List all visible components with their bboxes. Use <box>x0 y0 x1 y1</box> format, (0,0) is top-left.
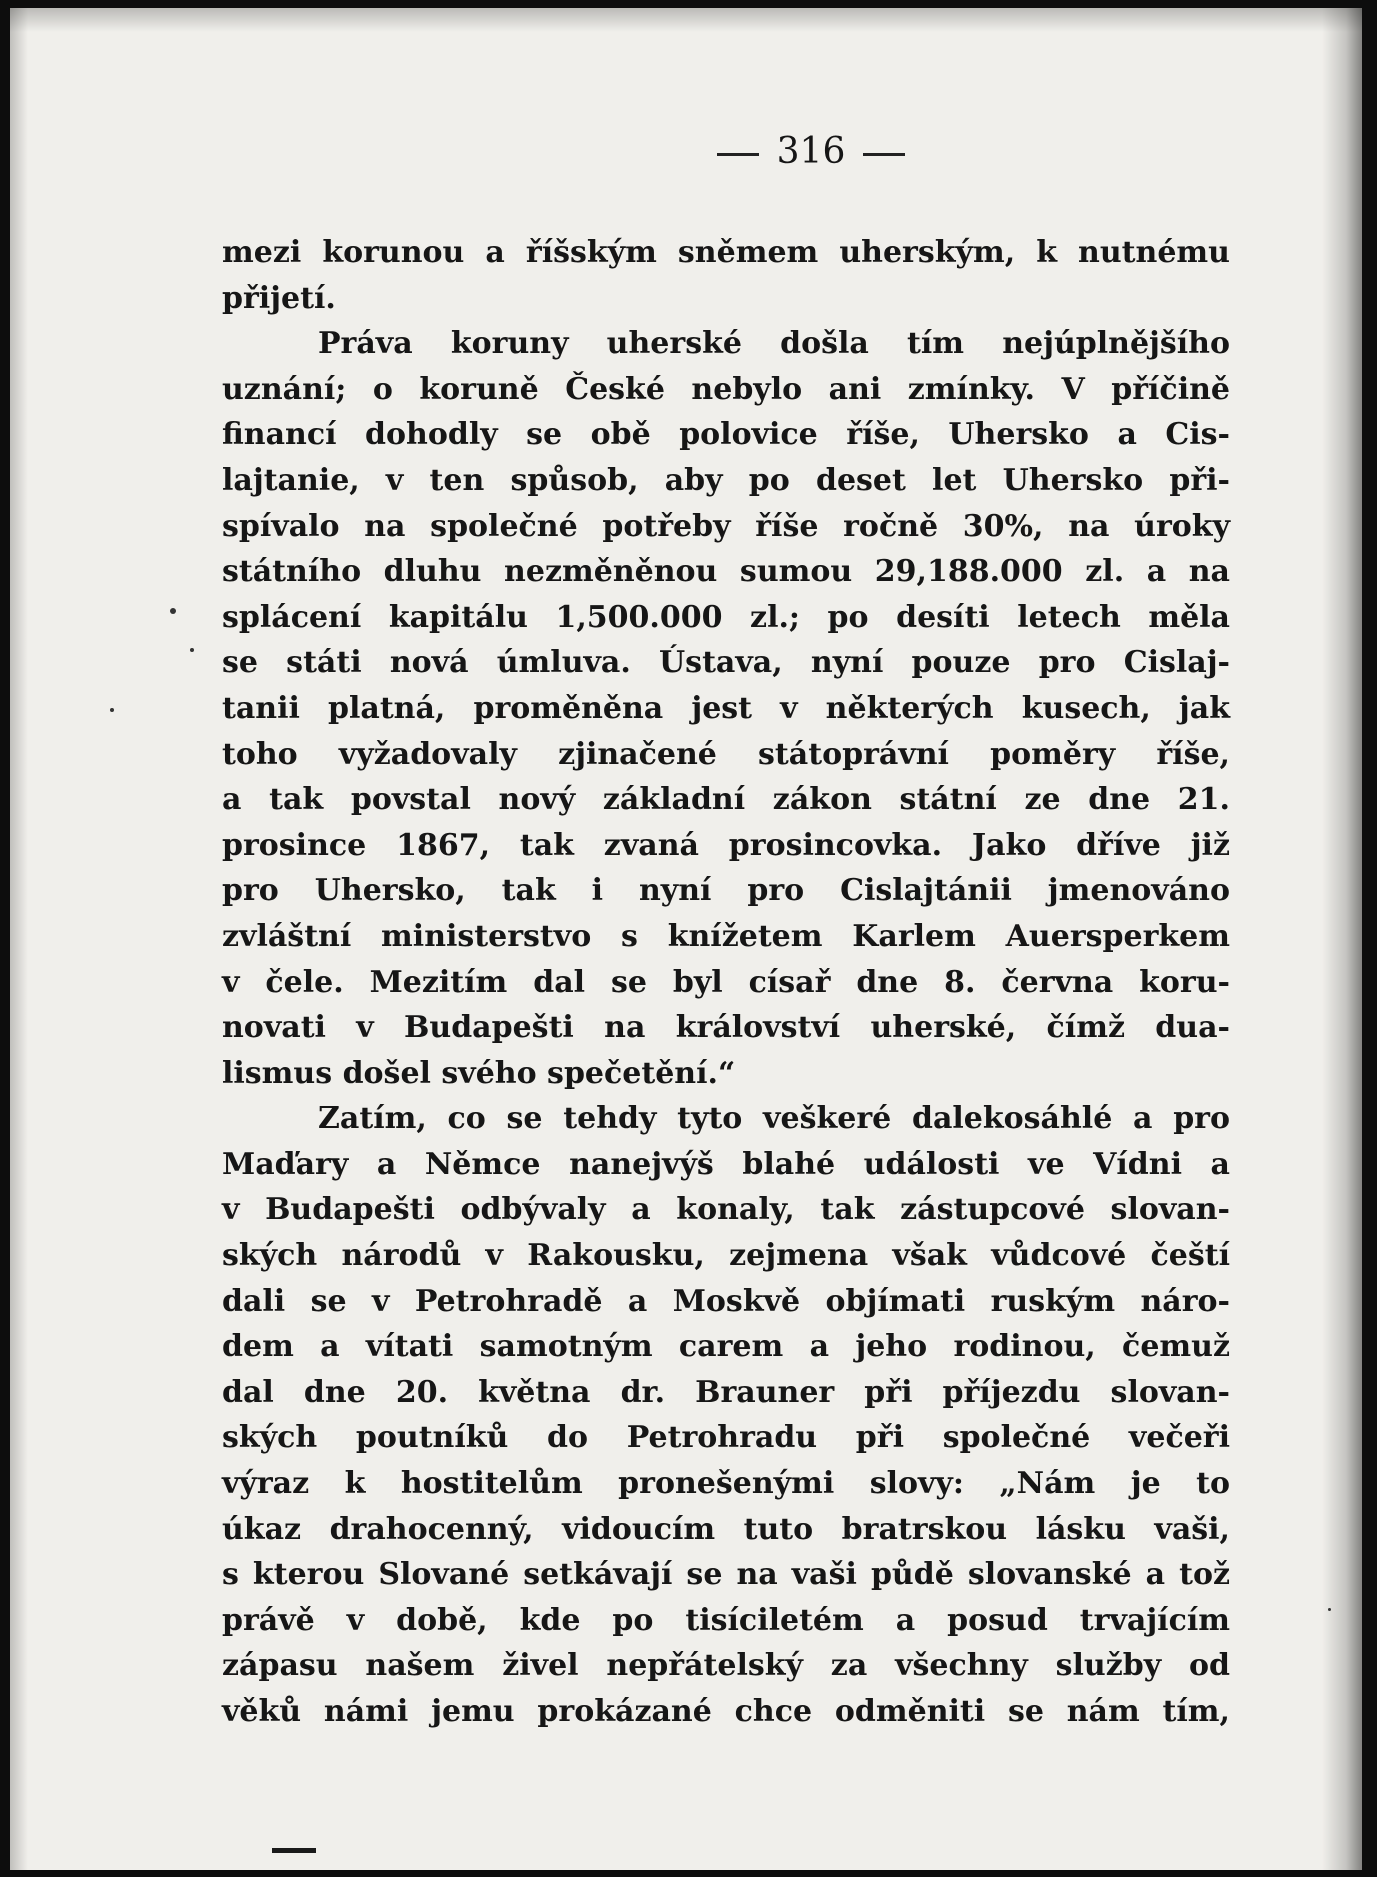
page-number <box>10 130 1362 174</box>
text-line: výraz k hostitelům pronešenými slovy: „Nám je to <box>222 1466 1230 1502</box>
text-line: dali se v Petrohradě a Moskvě objímati ruským náro- <box>222 1283 1230 1319</box>
ink-speck <box>1328 1608 1331 1611</box>
page-shadow-top <box>10 8 1362 32</box>
dash-right <box>863 153 905 156</box>
text-line: ských národů v Rakousku, zejmena však vůdcové čeští <box>222 1238 1230 1274</box>
text-line: spívalo na společné potřeby říše ročně 30%, na úroky <box>222 508 1230 544</box>
text-line: uznání; o koruně České nebylo ani zmínky. V příčině <box>222 371 1230 407</box>
text-line: Zatím, co se tehdy tyto veškeré dalekosáhlé a pro <box>318 1101 1230 1137</box>
text-line: toho vyžadovaly zjinačené státoprávní poměry říše, <box>222 736 1230 772</box>
text-line: pro Uhersko, tak i nyní pro Cislajtánii jmenováno <box>222 873 1230 909</box>
text-line: lismus došel svého spečetění.“ <box>222 1055 736 1091</box>
text-line: s kterou Slované setkávají se na vaši půdě slovanské a tož <box>222 1557 1230 1593</box>
body-text <box>222 230 1230 1735</box>
text-line: zvláštní ministerstvo s knížetem Karlem Auersperkem <box>222 918 1230 954</box>
text-line: se státi nová úmluva. Ústava, nyní pouze pro Cislaj- <box>222 645 1230 681</box>
text-line: dem a vítati samotným carem a jeho rodinou, čemuž <box>222 1329 1230 1365</box>
text-line: státního dluhu nezměněnou sumou 29,188.000 zl. a na <box>222 554 1230 590</box>
text-line: prosince 1867, tak zvaná prosincovka. Jako dříve již <box>222 827 1230 863</box>
dash-left <box>717 153 759 156</box>
text-line: Práva koruny uherské došla tím nejúplnějšího <box>318 326 1230 362</box>
page-shadow-left <box>10 8 28 1870</box>
text-line: novati v Budapešti na království uherské, čímž dua- <box>222 1010 1230 1046</box>
page-shadow-right <box>1322 8 1362 1870</box>
text-line: splácení kapitálu 1,500.000 zl.; po desíti letech měla <box>222 599 1230 635</box>
text-line: mezi korunou a říšským sněmem uherským, k nutnému <box>222 235 1230 270</box>
text-line: ských poutníků do Petrohradu při společné večeři <box>222 1420 1230 1456</box>
page-number-value: 316 <box>776 131 846 172</box>
ink-speck <box>190 648 194 652</box>
text-line: dal dne 20. května dr. Brauner při příjezdu slovan- <box>222 1374 1230 1410</box>
text-line: přijetí. <box>222 280 336 316</box>
text-line: úkaz drahocenný, vidoucím tuto bratrskou lásku vaši, <box>222 1511 1230 1547</box>
text-line: v Budapešti odbývaly a konaly, tak zástupcové slovan- <box>222 1192 1230 1228</box>
text-line: právě v době, kde po tisíciletém a posud trvajícím <box>222 1602 1230 1638</box>
text-line: zápasu našem živel nepřátelský za všechny služby od <box>222 1648 1230 1684</box>
book-page <box>10 8 1362 1870</box>
print-mark <box>272 1848 316 1853</box>
text-line: v čele. Mezitím dal se byl císař dne 8. června koru- <box>222 964 1230 1000</box>
text-line: financí dohodly se obě polovice říše, Uhersko a Cis- <box>222 417 1230 453</box>
ink-speck <box>110 708 114 712</box>
text-line: tanii platná, proměněna jest v některých kusech, jak <box>222 690 1230 726</box>
text-line: lajtanie, v ten spůsob, aby po deset let Uhersko při- <box>222 462 1230 498</box>
ink-speck <box>170 608 176 614</box>
text-line: věků námi jemu prokázané chce odměniti se nám tím, <box>222 1694 1230 1729</box>
text-line: Maďary a Němce nanejvýš blahé události ve Vídni a <box>222 1146 1230 1182</box>
text-line: a tak povstal nový základní zákon státní ze dne 21. <box>222 782 1230 818</box>
